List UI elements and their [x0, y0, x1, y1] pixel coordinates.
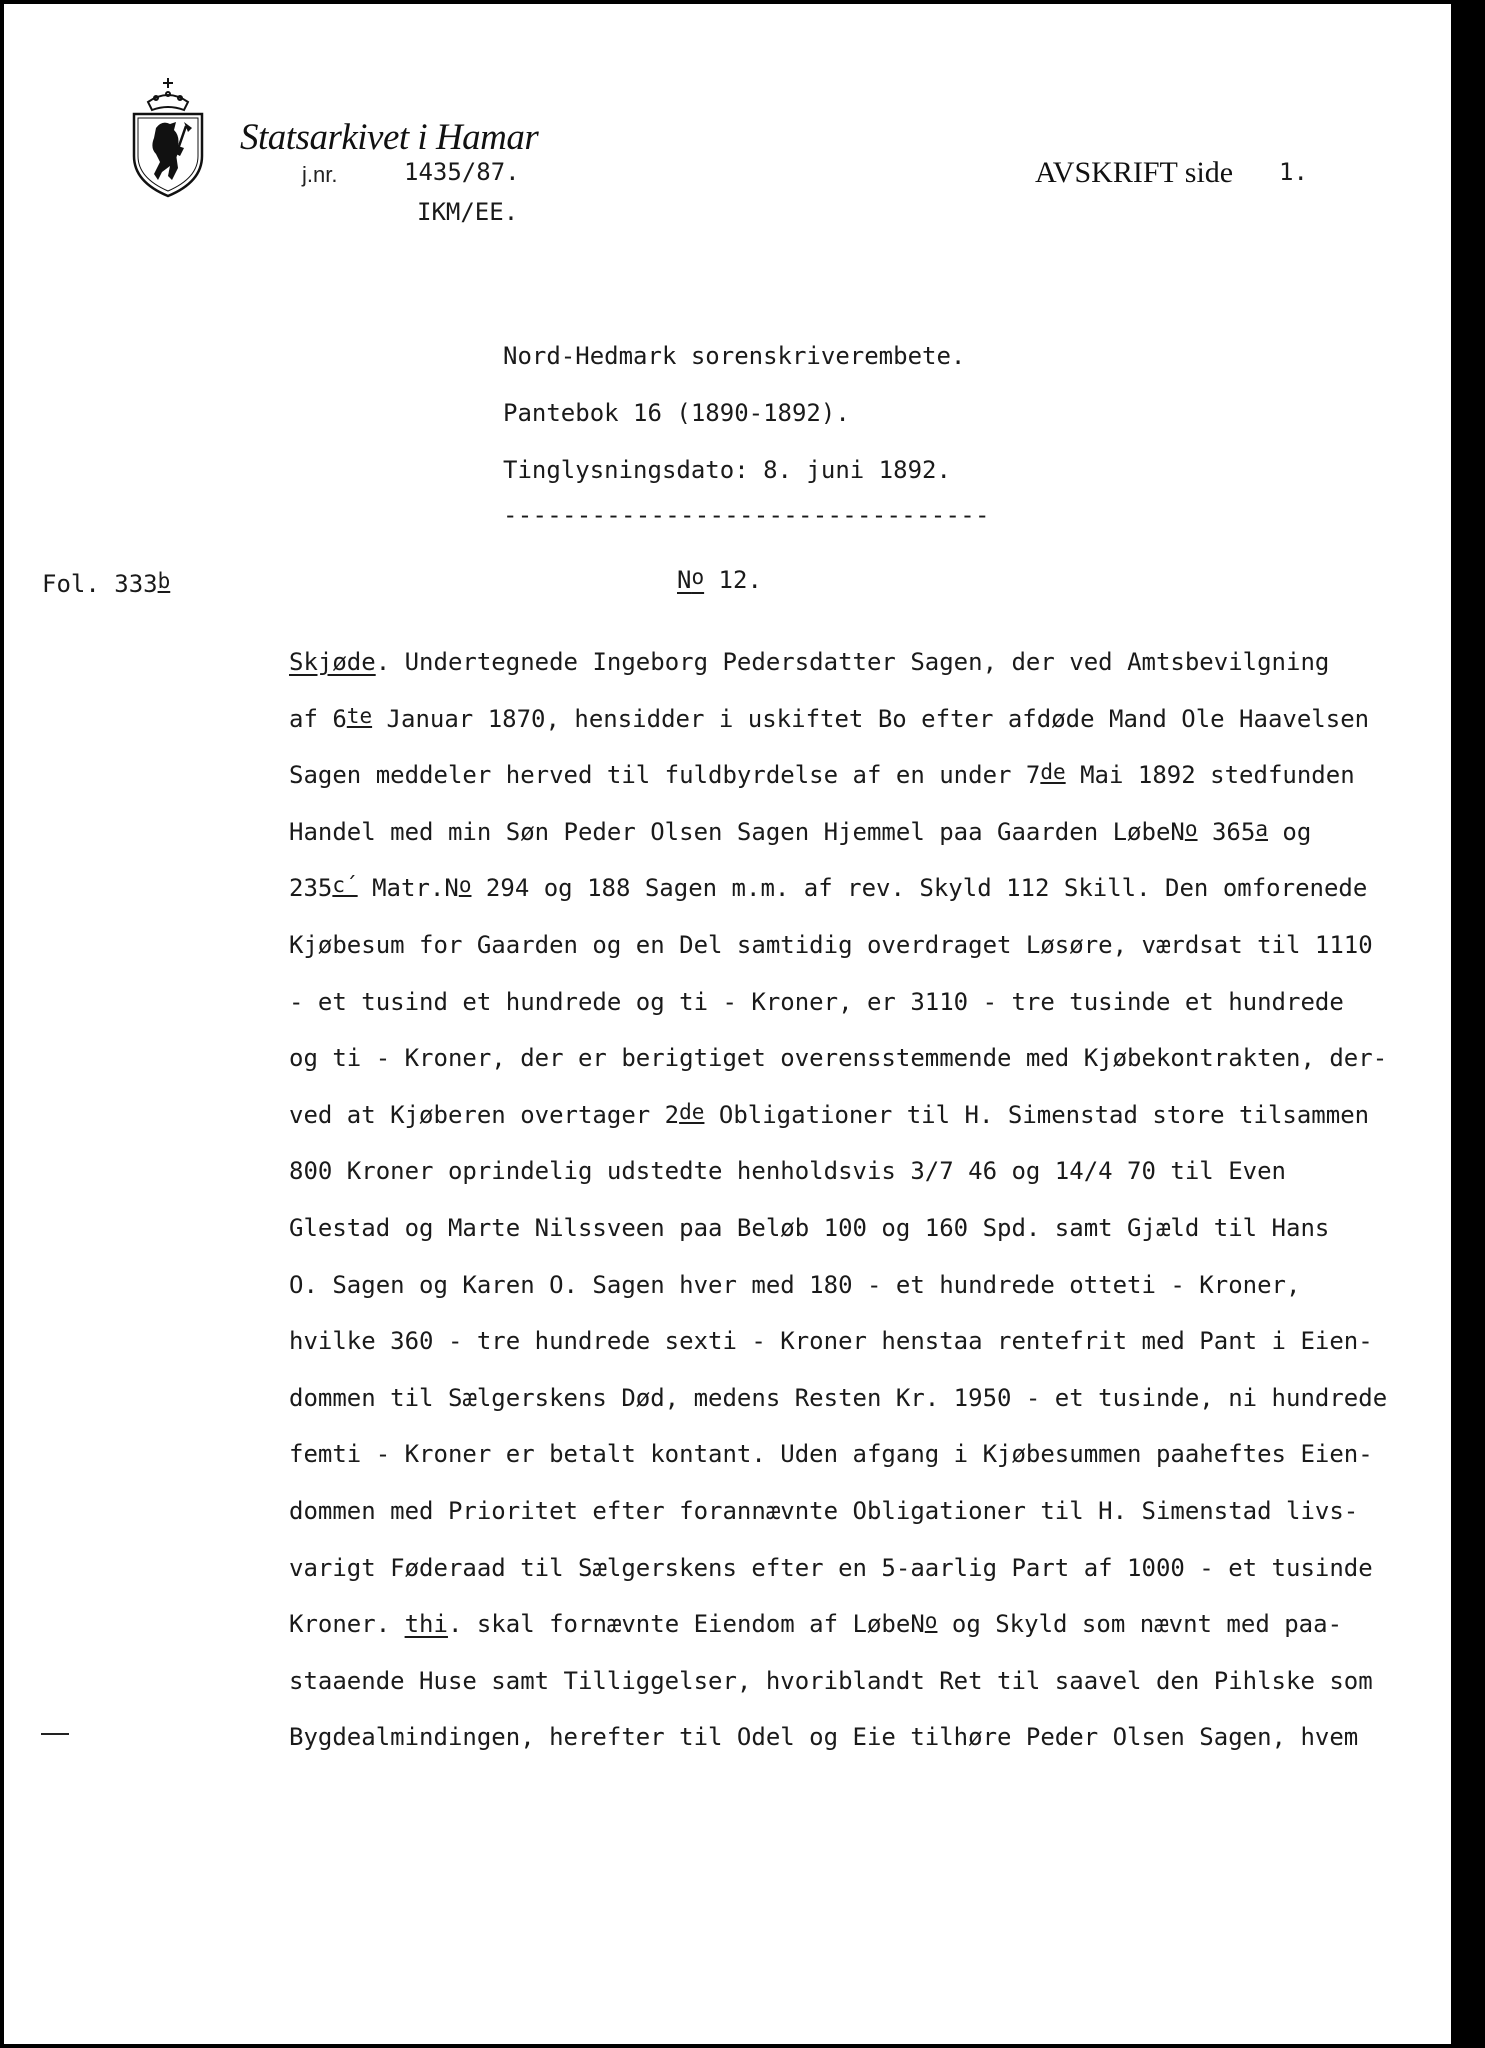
text-line: Skjøde. Undertegnede Ingeborg Pedersdatter Sagen, der ved Amtsbevilgning: [289, 648, 1330, 676]
folio-prefix: Fol. 333: [42, 570, 158, 598]
source-date: Tinglysningsdato: 8. juni 1892.: [503, 456, 951, 484]
margin-dash: [41, 1733, 69, 1735]
text-line: O. Sagen og Karen O. Sagen hver med 180 - et hundrede otteti - Kroner,: [289, 1270, 1301, 1299]
avskrift-page-number: 1.: [1279, 158, 1308, 186]
text-line: dommen med Prioritet efter forannævnte Obligationer til H. Simenstad livs-: [289, 1496, 1359, 1525]
avskrift-label: AVSKRIFT side: [1035, 156, 1234, 189]
text-line: femti - Kroner er betalt kontant. Uden afgang i Kjøbesummen paaheftes Eien-: [289, 1440, 1373, 1469]
archive-name: Statsarkivet i Hamar: [240, 117, 539, 158]
journal-number-label: j.nr.: [302, 162, 338, 187]
entry-number-prefix: $N^o$: [677, 565, 705, 594]
journal-number-value: 1435/87.: [404, 158, 520, 186]
heading-skjode: Skjøde: [289, 648, 376, 676]
text-line: af $6^{te}$ Januar 1870, hensidder i uskiftet Bo efter afdøde Mand Ole Haavelsen: [289, 703, 1370, 733]
text-line: - et tusind et hundrede og ti - Kroner, er 3110 - tre tusinde et hundrede: [289, 987, 1344, 1016]
entry-number-value: 12.: [704, 566, 762, 594]
text-line: 800 Kroner oprindelig udstedte henholdsvis 3/7 46 og 14/4 70 til Even: [289, 1157, 1286, 1186]
entry-number: [677, 566, 762, 594]
text-line: Kroner. thi. skal fornævnte Eiendom af LøbeN$^o$ og Skyld som nævnt med paa-: [289, 1609, 1343, 1639]
text-line: varigt Føderaad til Sælgerskens efter en 5-aarlig Part af 1000 - et tusinde: [289, 1553, 1373, 1582]
text-line: $235^{c´}$ $Matr.N^o$ 294 og 188 Sagen m.m. af rev. Skyld 112 Skill. Den omforenede: [289, 873, 1368, 903]
text-line: staaende Huse samt Tilliggelser, hvoriblandt Ret til saavel den Pihlske som: [289, 1666, 1373, 1695]
text-line: ved at Kjøberen overtager 2de Obligationer til H. Simenstad store tilsammen: [289, 1099, 1370, 1129]
text-line: Bygdealmindingen, herefter til Odel og Eie tilhøre Peder Olsen Sagen, hvem: [289, 1723, 1359, 1752]
underlined-thi: thi: [404, 1610, 448, 1639]
text-line: Kjøbesum for Gaarden og en Del samtidig overdraget Løsøre, værdsat til 1110: [289, 930, 1373, 959]
text-line: Glestad og Marte Nilssveen paa Beløb 100 og 160 Spd. samt Gjæld til Hans: [289, 1213, 1330, 1242]
separator-line: ---------------------------------: [503, 501, 990, 529]
norwegian-coat-of-arms-icon: [126, 76, 210, 198]
source-office: Nord-Hedmark sorenskriverembete.: [503, 342, 966, 370]
deed-text: [289, 634, 1429, 1766]
text-line: hvilke 360 - tre hundrede sexti - Kroner henstaa rentefrit med Pant i Eien-: [289, 1327, 1373, 1356]
text-line: og ti - Kroner, der er berigtiget overensstemmende med Kjøbekontrakten, der-: [289, 1044, 1388, 1073]
text-line: Sagen meddeler herved til fuldbyrdelse af en under 7de Mai 1892 stedfunden: [289, 760, 1355, 790]
document-page: [4, 4, 1451, 2044]
initials: IKM/EE.: [417, 198, 519, 226]
folio-superscript: b: [157, 569, 171, 593]
text-line: dommen til Sælgerskens Død, medens Resten Kr. 1950 - et tusinde, ni hundrede: [289, 1383, 1388, 1412]
text-line: Handel med min Søn Peder Olsen Sagen Hjemmel paa Gaarden LøbeN$^o$ 365$^a$ og: [289, 816, 1312, 846]
source-book: Pantebok 16 (1890-1892).: [503, 399, 850, 427]
folio-reference: [42, 570, 170, 598]
entry-number-superscript: o: [691, 565, 705, 589]
